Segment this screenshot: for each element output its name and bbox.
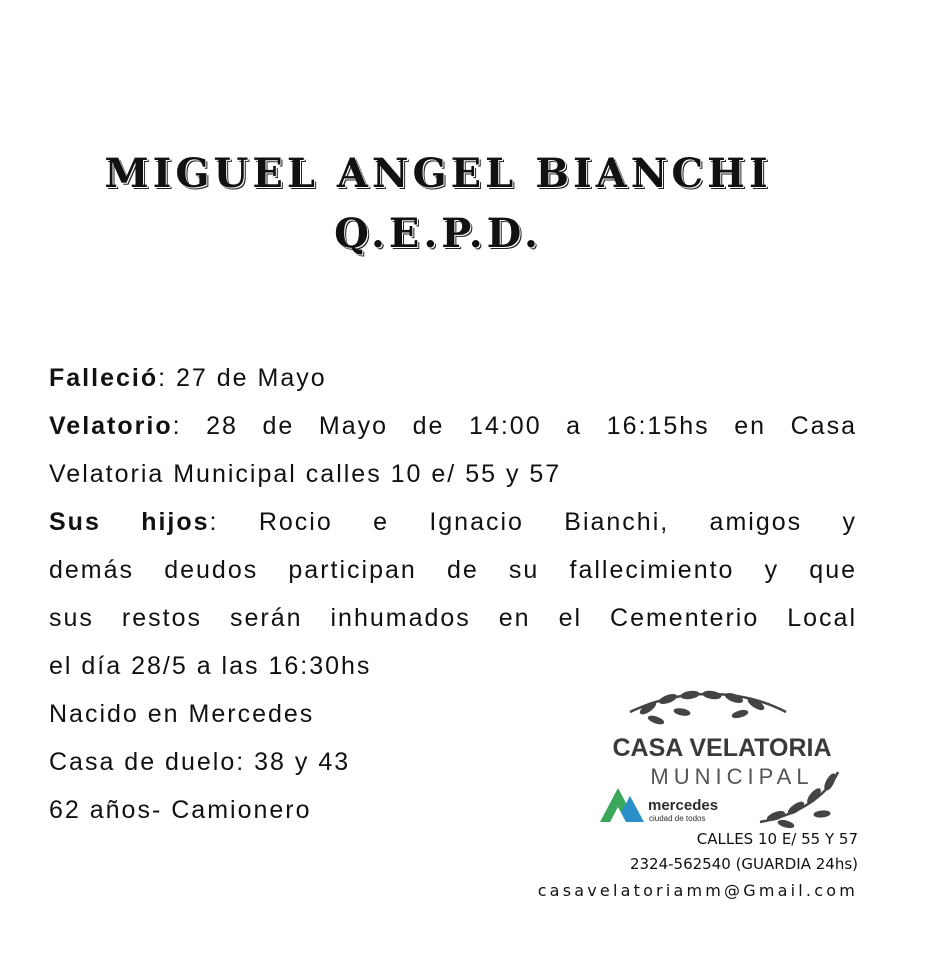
deceased-name: MIGUEL ANGEL BIANCHI [104, 150, 772, 197]
logo-brand: mercedes [648, 797, 719, 814]
velatorio-line-2: Velatoria Municipal calles 10 e/ 55 y 57 [49, 460, 562, 488]
casa-duelo-line: Casa de duelo: 38 y 43 [49, 748, 351, 776]
hijos-value: : Rocio e Ignacio Bianchi, amigos y [209, 508, 857, 536]
fallecio-value: : 27 de Mayo [158, 364, 327, 392]
contact-phone: 2324-562540 (GUARDIA 24hs) [629, 855, 858, 873]
velatorio-line [49, 402, 857, 450]
hijos-line [49, 498, 857, 546]
fallecio-label: Falleció [49, 364, 159, 392]
hijos-line-2: demás deudos participan de su fallecimiento y que [49, 556, 857, 584]
velatorio-value: : 28 de Mayo de 14:00 a 16:15hs en Casa [172, 412, 857, 440]
logo-subtitle: MUNICIPAL [650, 764, 814, 789]
contact-email: casavelatoriamm@Gmail.com [537, 881, 858, 900]
contact-address: CALLES 10 E/ 55 Y 57 [696, 830, 858, 848]
hijos-line-4: el día 28/5 a las 16:30hs [49, 652, 372, 680]
edad-line: 62 años- Camionero [49, 796, 312, 824]
fallecio-line [49, 354, 857, 402]
logo-title: CASA VELATORIA [612, 734, 832, 762]
hijos-label: Sus hijos [49, 508, 210, 536]
velatorio-label: Velatorio [49, 412, 173, 440]
qepd-heading: Q.E.P.D. [334, 210, 542, 257]
mercedes-logo-icon [600, 788, 644, 822]
nacido-line: Nacido en Mercedes [49, 700, 315, 728]
logo-tagline: ciudad de todos [649, 814, 706, 823]
casa-velatoria-logo [590, 690, 860, 830]
hijos-line-3: sus restos serán inhumados en el Cementerio Local [49, 604, 857, 632]
